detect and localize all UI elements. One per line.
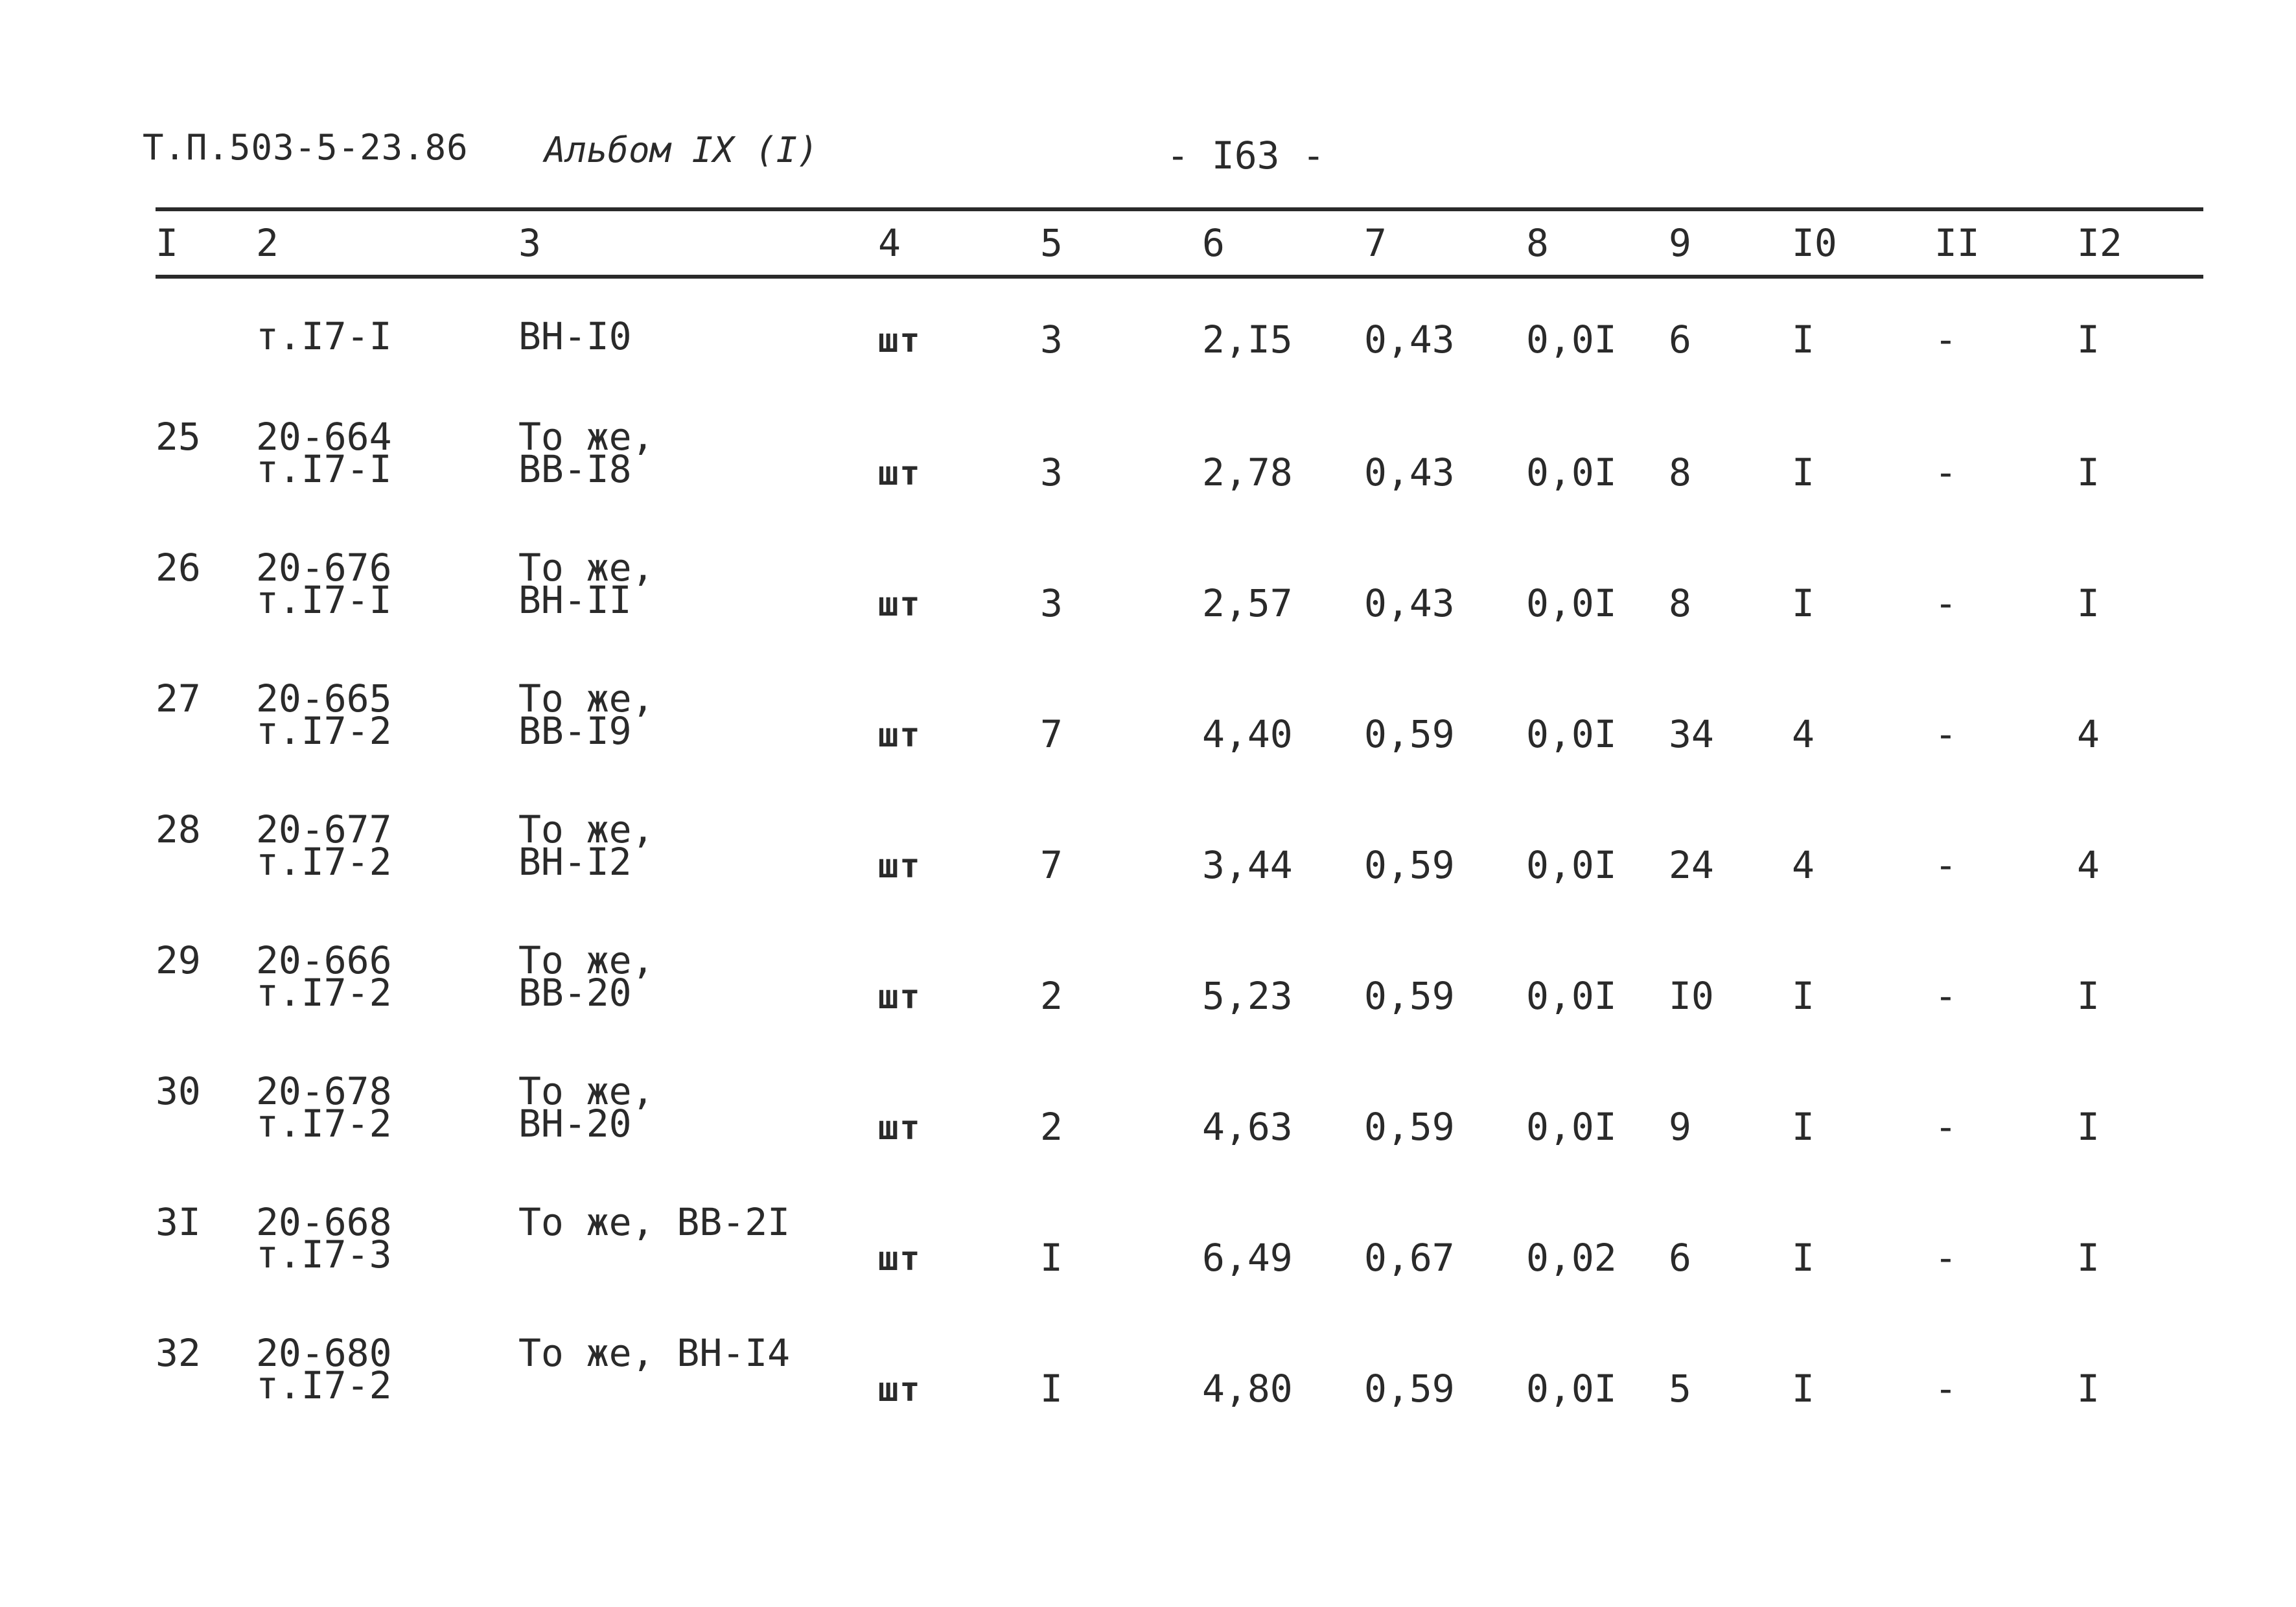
document-code: Т.П.503-5-23.86 <box>143 127 469 168</box>
item-name-line1: То же, ВВ-2I <box>518 1200 791 1244</box>
table-row <box>0 1069 2296 1202</box>
value-col-5: I <box>1040 1236 1063 1280</box>
value-col-10: I <box>1792 1236 1815 1280</box>
column-header-9: 9 <box>1669 221 1691 265</box>
row-number: 27 <box>156 676 201 721</box>
unit-cell: шт <box>878 454 922 493</box>
value-col-12: I <box>2077 581 2100 625</box>
item-code-line2: т.I7-2 <box>256 709 392 753</box>
unit-cell: шт <box>878 1240 922 1278</box>
value-col-11: - <box>1934 581 1957 625</box>
value-col-10: I <box>1792 1367 1815 1411</box>
table-row <box>0 1331 2296 1464</box>
item-name-line2: ВВ-I8 <box>518 447 632 491</box>
value-col-7: 0,59 <box>1364 843 1455 887</box>
value-col-11: - <box>1934 1236 1957 1280</box>
value-col-5: 7 <box>1040 712 1063 756</box>
value-col-5: 7 <box>1040 843 1063 887</box>
row-number: 29 <box>156 938 201 982</box>
item-code-line2: т.I7-I <box>256 314 392 358</box>
value-col-10: 4 <box>1792 843 1815 887</box>
item-code-line1: 20-676 <box>256 546 392 590</box>
item-code-line1: 20-680 <box>256 1331 392 1375</box>
item-code-line2: т.I7-2 <box>256 840 392 884</box>
value-col-12: I <box>2077 1105 2100 1149</box>
value-col-9: 24 <box>1669 843 1714 887</box>
value-col-9: 34 <box>1669 712 1714 756</box>
item-code-line1: 20-664 <box>256 415 392 459</box>
value-col-5: I <box>1040 1367 1063 1411</box>
unit-cell: шт <box>878 716 922 755</box>
column-header-1: I <box>156 221 178 265</box>
value-col-8: 0,0I <box>1526 581 1617 625</box>
row-number: 28 <box>156 807 201 851</box>
item-code-line1: 20-677 <box>256 807 392 851</box>
value-col-6: 4,80 <box>1202 1367 1293 1411</box>
value-col-7: 0,43 <box>1364 581 1455 625</box>
value-col-8: 0,0I <box>1526 318 1617 362</box>
value-col-12: 4 <box>2077 843 2100 887</box>
item-code-line1: 20-678 <box>256 1069 392 1113</box>
value-col-8: 0,02 <box>1526 1236 1617 1280</box>
column-header-8: 8 <box>1526 221 1549 265</box>
table-row <box>0 938 2296 1071</box>
column-header-3: 3 <box>518 221 541 265</box>
value-col-8: 0,0I <box>1526 450 1617 494</box>
value-col-6: 4,63 <box>1202 1105 1293 1149</box>
value-col-10: I <box>1792 974 1815 1018</box>
value-col-9: 8 <box>1669 450 1691 494</box>
table-row <box>0 546 2296 678</box>
item-name-line1: То же, <box>518 1069 655 1113</box>
item-code-line2: т.I7-3 <box>256 1232 392 1277</box>
table-row <box>0 676 2296 809</box>
value-col-6: 6,49 <box>1202 1236 1293 1280</box>
value-col-5: 3 <box>1040 581 1063 625</box>
value-col-12: I <box>2077 450 2100 494</box>
unit-cell: шт <box>878 1370 922 1409</box>
row-number: 25 <box>156 415 201 459</box>
item-name-line1: То же, <box>518 938 655 982</box>
item-code-line1: 20-665 <box>256 676 392 721</box>
unit-cell: шт <box>878 978 922 1017</box>
value-col-7: 0,59 <box>1364 974 1455 1018</box>
value-col-12: I <box>2077 1367 2100 1411</box>
item-code-line1: 20-668 <box>256 1200 392 1244</box>
column-header-12: I2 <box>2077 221 2122 265</box>
value-col-11: - <box>1934 1367 1957 1411</box>
item-code-line2: т.I7-I <box>256 447 392 491</box>
unit-cell: шт <box>878 321 922 360</box>
item-name-line2: ВВ-I9 <box>518 709 632 753</box>
item-code-line2: т.I7-2 <box>256 1102 392 1146</box>
value-col-6: 4,40 <box>1202 712 1293 756</box>
value-col-8: 0,0I <box>1526 843 1617 887</box>
row-number: 32 <box>156 1331 201 1375</box>
value-col-11: - <box>1934 843 1957 887</box>
value-col-7: 0,59 <box>1364 712 1455 756</box>
value-col-12: I <box>2077 974 2100 1018</box>
item-name-line1: То же, <box>518 676 655 721</box>
value-col-10: I <box>1792 1105 1815 1149</box>
value-col-12: I <box>2077 318 2100 362</box>
item-name-line2: ВН-I0 <box>518 314 632 358</box>
value-col-8: 0,0I <box>1526 712 1617 756</box>
item-name-line2: ВН-20 <box>518 1102 632 1146</box>
value-col-6: 5,23 <box>1202 974 1293 1018</box>
column-header-5: 5 <box>1040 221 1063 265</box>
value-col-8: 0,0I <box>1526 1367 1617 1411</box>
value-col-9: 8 <box>1669 581 1691 625</box>
column-header-7: 7 <box>1364 221 1387 265</box>
item-code-line2: т.I7-2 <box>256 971 392 1015</box>
item-code-line1: 20-666 <box>256 938 392 982</box>
value-col-11: - <box>1934 450 1957 494</box>
column-header-10: I0 <box>1792 221 1837 265</box>
value-col-10: I <box>1792 581 1815 625</box>
value-col-5: 3 <box>1040 318 1063 362</box>
value-col-6: 2,I5 <box>1202 318 1293 362</box>
unit-cell: шт <box>878 585 922 624</box>
value-col-9: 9 <box>1669 1105 1691 1149</box>
value-col-11: - <box>1934 974 1957 1018</box>
page-number: - I63 - <box>1166 133 1325 178</box>
value-col-8: 0,0I <box>1526 974 1617 1018</box>
value-col-12: I <box>2077 1236 2100 1280</box>
value-col-9: 6 <box>1669 318 1691 362</box>
row-number: 30 <box>156 1069 201 1113</box>
value-col-9: 5 <box>1669 1367 1691 1411</box>
value-col-9: 6 <box>1669 1236 1691 1280</box>
column-header-4: 4 <box>878 221 901 265</box>
value-col-6: 2,57 <box>1202 581 1293 625</box>
table-row <box>0 1200 2296 1333</box>
value-col-7: 0,59 <box>1364 1367 1455 1411</box>
value-col-6: 3,44 <box>1202 843 1293 887</box>
value-col-6: 2,78 <box>1202 450 1293 494</box>
item-name-line1: То же, <box>518 546 655 590</box>
column-header-2: 2 <box>256 221 279 265</box>
item-name-line2: ВВ-20 <box>518 971 632 1015</box>
value-col-8: 0,0I <box>1526 1105 1617 1149</box>
row-number: 3I <box>156 1200 201 1244</box>
value-col-11: - <box>1934 1105 1957 1149</box>
value-col-10: I <box>1792 450 1815 494</box>
value-col-7: 0,43 <box>1364 450 1455 494</box>
item-name-line1: То же, <box>518 807 655 851</box>
item-code-line2: т.I7-I <box>256 578 392 622</box>
column-header-11: II <box>1934 221 1980 265</box>
value-col-12: 4 <box>2077 712 2100 756</box>
value-col-9: I0 <box>1669 974 1714 1018</box>
value-col-7: 0,43 <box>1364 318 1455 362</box>
value-col-7: 0,67 <box>1364 1236 1455 1280</box>
item-code-line2: т.I7-2 <box>256 1363 392 1407</box>
value-col-7: 0,59 <box>1364 1105 1455 1149</box>
value-col-5: 2 <box>1040 974 1063 1018</box>
value-col-10: 4 <box>1792 712 1815 756</box>
value-col-5: 2 <box>1040 1105 1063 1149</box>
value-col-5: 3 <box>1040 450 1063 494</box>
unit-cell: шт <box>878 847 922 886</box>
table-row <box>0 807 2296 940</box>
value-col-11: - <box>1934 712 1957 756</box>
table-row <box>0 415 2296 548</box>
row-number: 26 <box>156 546 201 590</box>
column-header-6: 6 <box>1202 221 1225 265</box>
item-name-line1: То же, ВН-I4 <box>518 1331 791 1375</box>
item-name-line1: То же, <box>518 415 655 459</box>
value-col-11: - <box>1934 318 1957 362</box>
value-col-10: I <box>1792 318 1815 362</box>
item-name-line2: ВН-I2 <box>518 840 632 884</box>
unit-cell: шт <box>878 1109 922 1148</box>
album-title: Альбом IX (I) <box>544 130 818 170</box>
item-name-line2: ВН-II <box>518 578 632 622</box>
